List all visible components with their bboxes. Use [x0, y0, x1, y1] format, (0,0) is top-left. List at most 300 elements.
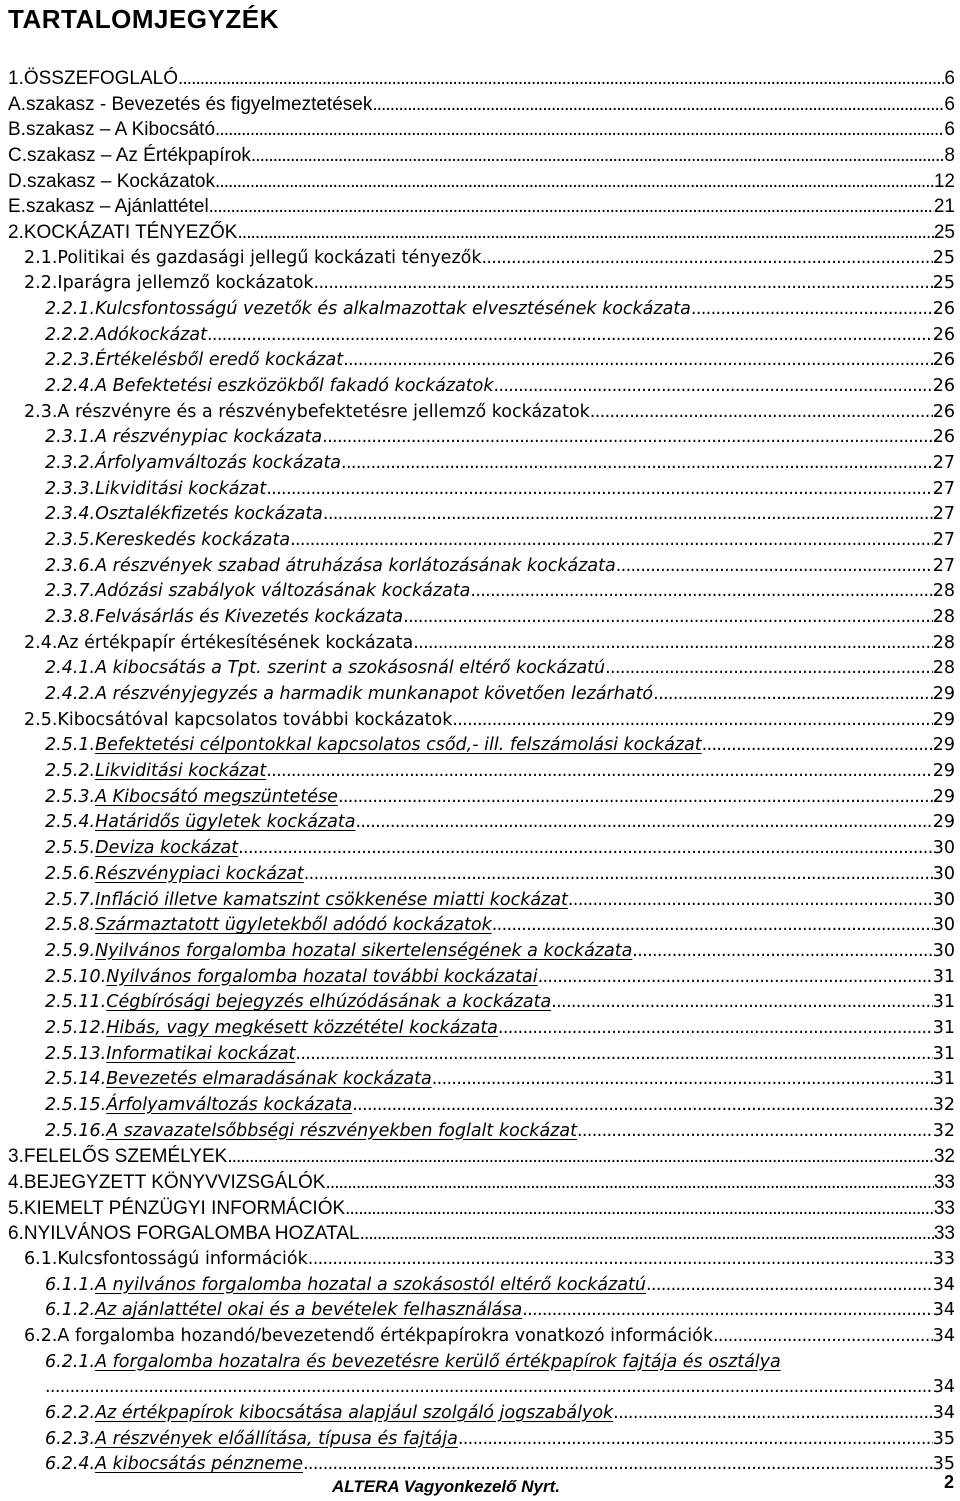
- toc-entry[interactable]: [45, 939, 955, 965]
- toc-entry-title: Infláció illetve kamatszint csökkenése miatti kockázat: [95, 889, 568, 910]
- toc-entry-page: 26: [932, 324, 955, 345]
- toc-entry-page: 29: [932, 786, 955, 807]
- toc-leader-dots: [494, 374, 933, 400]
- toc-entry[interactable]: [8, 1221, 955, 1247]
- toc-row: [0, 1375, 960, 1401]
- toc-entry-page: 26: [932, 427, 955, 448]
- toc-entry-page: 30: [932, 889, 955, 910]
- toc-entry-page: 34: [932, 1402, 955, 1423]
- toc-entry-number: 2.3.7.: [45, 581, 96, 602]
- toc-entry[interactable]: [24, 400, 955, 426]
- toc-entry[interactable]: [45, 374, 955, 400]
- toc-entry[interactable]: [8, 1196, 955, 1222]
- toc-row: [0, 965, 960, 991]
- toc-entry-number: 2.2.3.: [45, 350, 96, 371]
- toc-entry[interactable]: [8, 117, 955, 143]
- toc-leader-dots: [372, 92, 944, 118]
- toc-entry-number: 2.5.15.: [45, 1094, 107, 1115]
- toc-entry[interactable]: [24, 1247, 955, 1273]
- toc-entry[interactable]: [45, 477, 955, 503]
- toc-entry-page: 28: [932, 632, 955, 653]
- toc-entry-number: 4.: [8, 1171, 24, 1193]
- toc-entry[interactable]: [45, 1375, 955, 1401]
- toc-entry-page: 32: [933, 1146, 955, 1168]
- toc-entry-title: KOCKÁZATI TÉNYEZŐK: [23, 222, 238, 244]
- toc-leader-dots: [498, 1016, 933, 1042]
- toc-entry-title: Kibocsátóval kapcsolatos további kockázatok: [57, 709, 453, 730]
- toc-entry[interactable]: [45, 810, 955, 836]
- toc-leader-dots: [470, 579, 932, 605]
- toc-entry[interactable]: [45, 605, 955, 631]
- toc-entry[interactable]: [45, 888, 955, 914]
- toc-row: [0, 1427, 960, 1453]
- footer-page-number: 2: [943, 1472, 954, 1492]
- toc-entry-page: 30: [932, 863, 955, 884]
- toc-row: [0, 323, 960, 349]
- toc-leader-dots: [551, 990, 933, 1016]
- toc-entry[interactable]: [45, 554, 955, 580]
- toc-row: [0, 656, 960, 682]
- toc-entry-number: 2.5.: [24, 709, 58, 730]
- toc-leader-dots: [266, 477, 932, 503]
- toc-entry-title: ÖSSZEFOGLALÓ: [23, 68, 179, 89]
- toc-entry-number: B.: [8, 119, 26, 141]
- toc-entry[interactable]: [45, 862, 955, 888]
- toc-entry-page: 35: [932, 1428, 955, 1449]
- toc-row: [0, 400, 960, 426]
- toc-entry-page: 6: [944, 93, 955, 115]
- toc-entry-page: 31: [932, 992, 955, 1013]
- toc-row: [0, 477, 960, 503]
- toc-entry-page: 33: [933, 1197, 955, 1219]
- toc-entry-page: 29: [932, 709, 955, 730]
- toc-entry-page: 34: [932, 1325, 955, 1346]
- toc-row: [0, 502, 960, 528]
- toc-entry[interactable]: [24, 271, 955, 297]
- toc-entry-title: A Kibocsátó megszüntetése: [95, 786, 338, 807]
- toc-entry-page: 26: [932, 401, 955, 422]
- toc-entry[interactable]: [8, 1170, 955, 1196]
- toc-leader-dots: [360, 1221, 934, 1247]
- toc-row: [0, 810, 960, 836]
- toc-entry-number: 6.2.4.: [45, 1454, 96, 1475]
- toc-row: [0, 271, 960, 297]
- toc-leader-dots: [413, 631, 933, 657]
- toc-entry[interactable]: [45, 579, 955, 605]
- toc-entry-page: 27: [932, 453, 955, 474]
- toc-leader-dots: [290, 528, 933, 554]
- toc-leader-dots: [322, 425, 933, 451]
- toc-entry[interactable]: [8, 220, 955, 246]
- toc-leader-dots: [308, 1247, 933, 1273]
- toc-entry-number: 2.2.: [24, 273, 58, 294]
- toc-row: [0, 888, 960, 914]
- toc-entry-number: 6.1.1.: [45, 1274, 96, 1295]
- toc-row: [0, 451, 960, 477]
- toc-entry-page: 27: [932, 555, 955, 576]
- toc-leader-dots: [432, 1067, 933, 1093]
- toc-leader-dots: [403, 605, 933, 631]
- toc-entry-number: 6.1.: [24, 1248, 58, 1269]
- toc-entry-page: 27: [932, 504, 955, 525]
- toc-leader-dots: [538, 965, 933, 991]
- toc-entry-number: 3.: [8, 1146, 24, 1168]
- toc-entry-number: 2.5.14.: [45, 1069, 107, 1090]
- toc-entry-page: 26: [932, 299, 955, 320]
- toc-entry-title: Értékelésből eredő kockázat: [95, 350, 344, 371]
- toc-row: [0, 733, 960, 759]
- toc-leader-dots: [341, 451, 933, 477]
- toc-leader-dots: [691, 297, 933, 323]
- toc-entry[interactable]: [45, 297, 955, 323]
- toc-leader-dots: [251, 143, 945, 169]
- toc-entry[interactable]: [45, 759, 955, 785]
- toc-leader-dots: [314, 271, 933, 297]
- toc-entry-title: Adózási szabályok változásának kockázata: [95, 581, 471, 602]
- toc-entry-page: 33: [932, 1248, 955, 1269]
- toc-entry[interactable]: [8, 169, 955, 195]
- toc-row: [0, 836, 960, 862]
- toc-entry-title: Deviza kockázat: [95, 838, 239, 859]
- toc-entry-number: 2.3.3.: [45, 478, 96, 499]
- toc-entry[interactable]: [8, 194, 955, 220]
- toc-row: [0, 1452, 960, 1478]
- toc-entry[interactable]: [45, 528, 955, 554]
- toc-leader-dots: [215, 117, 944, 143]
- toc-entry-number: 2.4.1.: [45, 658, 96, 679]
- toc-entry-title: Befektetési célpontokkal kapcsolatos csőd,- ill. felszámolási kockázat: [95, 735, 702, 756]
- toc-entry-title: szakasz – Ajánlattétel: [25, 196, 209, 218]
- toc-entry[interactable]: [45, 348, 955, 374]
- toc-entry-title: Osztalékfizetés kockázata: [95, 504, 323, 525]
- toc-entry[interactable]: [45, 656, 955, 682]
- toc-entry-number: 2.5.9.: [45, 940, 96, 961]
- toc-entry-title: Hibás, vagy megkésett közzététel kockázata: [106, 1017, 498, 1038]
- toc-leader-dots: [345, 1196, 934, 1222]
- toc-leader-dots: [713, 1324, 933, 1350]
- toc-entry-page: 29: [932, 735, 955, 756]
- toc-entry-page: 27: [932, 478, 955, 499]
- toc-entry-title: szakasz – Az Értékpapírok: [27, 145, 251, 167]
- toc-leader-dots: [646, 1273, 933, 1299]
- toc-entry-page: 32: [932, 1094, 955, 1115]
- toc-leader-dots: [352, 1093, 933, 1119]
- toc-entry[interactable]: [24, 1324, 955, 1350]
- toc-entry-page: 25: [933, 222, 955, 244]
- toc-leader-dots: [632, 939, 932, 965]
- toc-entry-page: 34: [932, 1377, 955, 1398]
- toc-entry-title: A kibocsátás a Tpt. szerint a szokásosnál eltérő kockázatú: [95, 658, 606, 679]
- toc-entry-number: 5.: [8, 1197, 24, 1219]
- toc-row: [0, 143, 960, 169]
- toc-row: [0, 246, 960, 272]
- toc-entry-title: NYILVÁNOS FORGALOMBA HOZATAL: [23, 1223, 360, 1245]
- toc-leader-dots: [458, 1427, 933, 1453]
- toc-leader-dots: [45, 1375, 933, 1401]
- toc-entry[interactable]: [45, 913, 955, 939]
- toc-entry-number: 2.1.: [24, 247, 58, 268]
- toc-row: [0, 1170, 960, 1196]
- toc-entry[interactable]: [45, 990, 955, 1016]
- toc-leader-dots: [452, 708, 932, 734]
- toc-row: [0, 1144, 960, 1170]
- toc-entry-page: 28: [932, 658, 955, 679]
- toc-entry-number: 1.: [8, 68, 24, 89]
- toc-entry-number: 6.2.1.: [45, 1351, 96, 1372]
- toc-entry[interactable]: [45, 682, 955, 708]
- toc-entry-title: Kereskedés kockázata: [95, 530, 291, 551]
- toc-entry[interactable]: [24, 246, 955, 272]
- toc-row: [0, 939, 960, 965]
- toc-entry[interactable]: [45, 785, 955, 811]
- toc-row: [0, 1221, 960, 1247]
- toc-entry-title: Az értékpapírok kibocsátása alapjául szolgáló jogszabályok: [95, 1402, 614, 1423]
- toc-entry-title: Részvénypiaci kockázat: [95, 863, 304, 884]
- toc-entry-number: 2.5.10.: [45, 966, 107, 987]
- toc-entry-page: 29: [932, 761, 955, 782]
- toc-row: [0, 759, 960, 785]
- toc-leader-dots: [613, 1401, 933, 1427]
- toc-entry-page: 32: [932, 1120, 955, 1141]
- toc-leader-dots: [178, 66, 944, 92]
- toc-entry[interactable]: [45, 1093, 955, 1119]
- toc-leader-dots: [237, 220, 933, 246]
- toc-entry-title: A forgalomba hozandó/bevezetendő értékpapírokra vonatkozó információk: [57, 1325, 713, 1346]
- toc-leader-dots: [605, 656, 933, 682]
- toc-entry-page: 33: [933, 1171, 955, 1193]
- toc-entry-number: 2.5.2.: [45, 761, 96, 782]
- toc-entry-page: 30: [932, 915, 955, 936]
- toc-row: [0, 425, 960, 451]
- toc-entry-title: FELELŐS SZEMÉLYEK: [23, 1146, 228, 1168]
- toc-row: [0, 220, 960, 246]
- toc-entry-number: 6.1.2.: [45, 1300, 96, 1321]
- toc-entry-title: Származtatott ügyletekből adódó kockázatok: [95, 915, 492, 936]
- toc-entry-number: 2.5.6.: [45, 863, 96, 884]
- toc-entry-page: 30: [932, 940, 955, 961]
- toc-entry[interactable]: [24, 631, 955, 657]
- toc-entry-title: BEJEGYZETT KÖNYVVIZSGÁLÓK: [23, 1171, 326, 1193]
- toc-entry-number: 6.: [8, 1223, 24, 1245]
- toc-entry-number: 2.5.16.: [45, 1120, 107, 1141]
- toc-entry-page: 33: [933, 1223, 955, 1245]
- toc-entry-number: 2.3.8.: [45, 607, 96, 628]
- toc-entry-number: 2.2.1.: [45, 299, 96, 320]
- toc-entry-title: Politikai és gazdasági jellegű kockázati tényezők: [57, 247, 482, 268]
- toc-entry-title: Likviditási kockázat: [95, 761, 267, 782]
- toc-entry-number: 6.2.2.: [45, 1402, 96, 1423]
- toc-entry[interactable]: [24, 708, 955, 734]
- toc-entry-number: 2.5.3.: [45, 786, 96, 807]
- toc-entry-number: A.: [8, 93, 26, 115]
- toc-row: [0, 1067, 960, 1093]
- toc-entry[interactable]: [45, 1350, 955, 1376]
- toc-entry[interactable]: [45, 323, 955, 349]
- toc-entry-page: 26: [932, 350, 955, 371]
- toc-entry-title: A részvénypiac kockázata: [95, 427, 323, 448]
- toc-leader-dots: [303, 1452, 933, 1478]
- toc-entry-number: 2.3.2.: [45, 453, 96, 474]
- toc-entry-page: 34: [932, 1300, 955, 1321]
- toc-entry-page: 28: [932, 607, 955, 628]
- toc-row: [0, 1350, 960, 1376]
- toc-entry-number: 2.5.4.: [45, 812, 96, 833]
- toc-entry-number: 2.5.12.: [45, 1017, 107, 1038]
- toc-leader-dots: [355, 810, 932, 836]
- toc-entry-number: 2.5.13.: [45, 1043, 107, 1064]
- toc-entry-title: Kulcsfontosságú információk: [57, 1248, 308, 1269]
- toc-leader-dots: [238, 836, 933, 862]
- toc-entry-number: 6.2.: [24, 1325, 58, 1346]
- toc-leader-dots: [304, 862, 933, 888]
- toc-row: [0, 682, 960, 708]
- toc-leader-dots: [227, 1144, 934, 1170]
- toc-entry-page: 31: [932, 1017, 955, 1038]
- toc-leader-dots: [325, 1170, 933, 1196]
- toc-row: [0, 1042, 960, 1068]
- toc-entry-title: Nyilvános forgalomba hozatal sikertelenségének a kockázata: [95, 940, 633, 961]
- toc-leader-dots: [207, 323, 933, 349]
- toc-entry[interactable]: [45, 502, 955, 528]
- toc-entry-number: 2.: [8, 222, 24, 244]
- toc-row: [0, 1196, 960, 1222]
- toc-entry-page: 26: [932, 376, 955, 397]
- toc-leader-dots: [653, 682, 933, 708]
- toc-leader-dots: [323, 502, 933, 528]
- toc-entry-number: 2.3.6.: [45, 555, 96, 576]
- toc-entry[interactable]: [45, 1016, 955, 1042]
- toc-entry-title: Adókockázat: [95, 324, 207, 345]
- toc-row: [0, 1016, 960, 1042]
- toc-entry-number: 2.3.4.: [45, 504, 96, 525]
- toc-row: [0, 990, 960, 1016]
- toc-entry[interactable]: [8, 143, 955, 169]
- toc-leader-dots: [343, 348, 933, 374]
- toc-entry-title: Bevezetés elmaradásának kockázata: [106, 1069, 432, 1090]
- toc-row: [0, 785, 960, 811]
- toc-leader-dots: [577, 1119, 933, 1145]
- toc-entry-title: A nyilvános forgalomba hozatal a szokásostól eltérő kockázatú: [95, 1274, 646, 1295]
- toc-entry-page: 31: [932, 1069, 955, 1090]
- toc-entry-title: Likviditási kockázat: [95, 478, 267, 499]
- toc-row: [0, 1273, 960, 1299]
- toc-leader-dots: [209, 194, 934, 220]
- toc-row: [0, 708, 960, 734]
- footer-company-name: ALTERA Vagyonkezelő Nyrt.: [332, 1477, 560, 1496]
- toc-entry[interactable]: [45, 425, 955, 451]
- toc-entry[interactable]: [45, 1273, 955, 1299]
- toc-entry-number: 2.3.1.: [45, 427, 96, 448]
- toc-entry-number: 2.4.: [24, 632, 58, 653]
- toc-entry-number: 2.5.1.: [45, 735, 96, 756]
- toc-entry-title: szakasz – A Kibocsátó: [25, 119, 216, 141]
- toc-entry[interactable]: [45, 733, 955, 759]
- toc-leader-dots: [522, 1298, 933, 1324]
- toc-entry-page: 8: [944, 145, 955, 167]
- toc-entry-page: 21: [933, 196, 955, 218]
- toc-entry-title: Határidős ügyletek kockázata: [95, 812, 356, 833]
- toc-row: [0, 1247, 960, 1273]
- toc-entry-title: A részvények szabad átruházása korlátozásának kockázata: [95, 555, 616, 576]
- toc-entry-title: szakasz – Kockázatok: [27, 170, 215, 192]
- toc-entry-title: A kibocsátás pénzneme: [95, 1454, 303, 1475]
- toc-entry-title: Árfolyamváltozás kockázata: [106, 1094, 353, 1115]
- toc-entry[interactable]: [8, 92, 955, 118]
- toc-row: [0, 579, 960, 605]
- toc-leader-dots: [590, 400, 933, 426]
- toc-leader-dots: [295, 1042, 932, 1068]
- toc-entry-page: 6: [944, 119, 955, 141]
- toc-entry[interactable]: [45, 1452, 955, 1478]
- toc-entry-title: A Befektetési eszközökből fakadó kockázatok: [95, 376, 494, 397]
- toc-entry-number: 2.3.: [24, 401, 58, 422]
- toc-entry[interactable]: [45, 1401, 955, 1427]
- toc-row: [0, 1401, 960, 1427]
- toc-entry-title: A részvényre és a részvénybefektetésre jellemző kockázatok: [57, 401, 590, 422]
- toc-row: [0, 169, 960, 195]
- toc-entry-title: Nyilvános forgalomba hozatal további kockázatai: [106, 966, 538, 987]
- toc-entry-title: Kulcsfontosságú vezetők és alkalmazottak elvesztésének kockázata: [95, 299, 691, 320]
- toc-entry[interactable]: [45, 451, 955, 477]
- toc-entry[interactable]: [8, 1144, 955, 1170]
- toc-entry-number: 2.5.7.: [45, 889, 96, 910]
- toc-leader-dots: [266, 759, 932, 785]
- toc-row: [0, 117, 960, 143]
- toc-row: [0, 1093, 960, 1119]
- toc-row: [0, 374, 960, 400]
- toc-entry[interactable]: [45, 1119, 955, 1145]
- toc-entry-title: Árfolyamváltozás kockázata: [95, 453, 342, 474]
- toc-row: [0, 862, 960, 888]
- toc-row: [0, 631, 960, 657]
- toc-leader-dots: [702, 733, 933, 759]
- toc-row: [0, 1324, 960, 1350]
- toc-entry-number: D.: [8, 170, 27, 192]
- toc-entry-page: 31: [932, 966, 955, 987]
- toc-entry-page: 27: [932, 530, 955, 551]
- toc-entry-number: 2.4.2.: [45, 684, 96, 705]
- toc-entry-page: 29: [932, 812, 955, 833]
- toc-entry-title: Az ajánlattétel okai és a bevételek felhasználása: [95, 1300, 523, 1321]
- toc-entry[interactable]: [45, 1427, 955, 1453]
- toc-leader-dots: [568, 888, 933, 914]
- toc-row: [0, 297, 960, 323]
- toc-entry-number: C.: [8, 145, 27, 167]
- toc-entry[interactable]: [45, 1067, 955, 1093]
- toc-leader-dots: [481, 246, 932, 272]
- toc-row: [0, 194, 960, 220]
- toc-row: [0, 92, 960, 118]
- toc-entry[interactable]: [45, 1298, 955, 1324]
- toc-entry-number: 6.2.3.: [45, 1428, 96, 1449]
- toc-entry-number: 2.5.5.: [45, 838, 96, 859]
- toc-entry[interactable]: [45, 836, 955, 862]
- toc-entry[interactable]: [8, 66, 955, 92]
- toc-entry-title: szakasz - Bevezetés és figyelmeztetések: [25, 93, 373, 115]
- table-of-contents: [0, 66, 960, 1478]
- toc-row: [0, 913, 960, 939]
- toc-leader-dots: [616, 554, 933, 580]
- toc-entry[interactable]: [45, 965, 955, 991]
- toc-entry-title: A szavazatelsőbbségi részvényekben foglalt kockázat: [106, 1120, 577, 1141]
- toc-leader-dots: [338, 785, 933, 811]
- toc-entry-page: 35: [932, 1454, 955, 1475]
- toc-entry-title: Informatikai kockázat: [106, 1043, 296, 1064]
- page-title: TARTALOMJEGYZÉK: [8, 4, 279, 34]
- toc-entry-page: 30: [932, 838, 955, 859]
- toc-entry-number: 2.5.11.: [45, 992, 107, 1013]
- toc-entry[interactable]: [45, 1042, 955, 1068]
